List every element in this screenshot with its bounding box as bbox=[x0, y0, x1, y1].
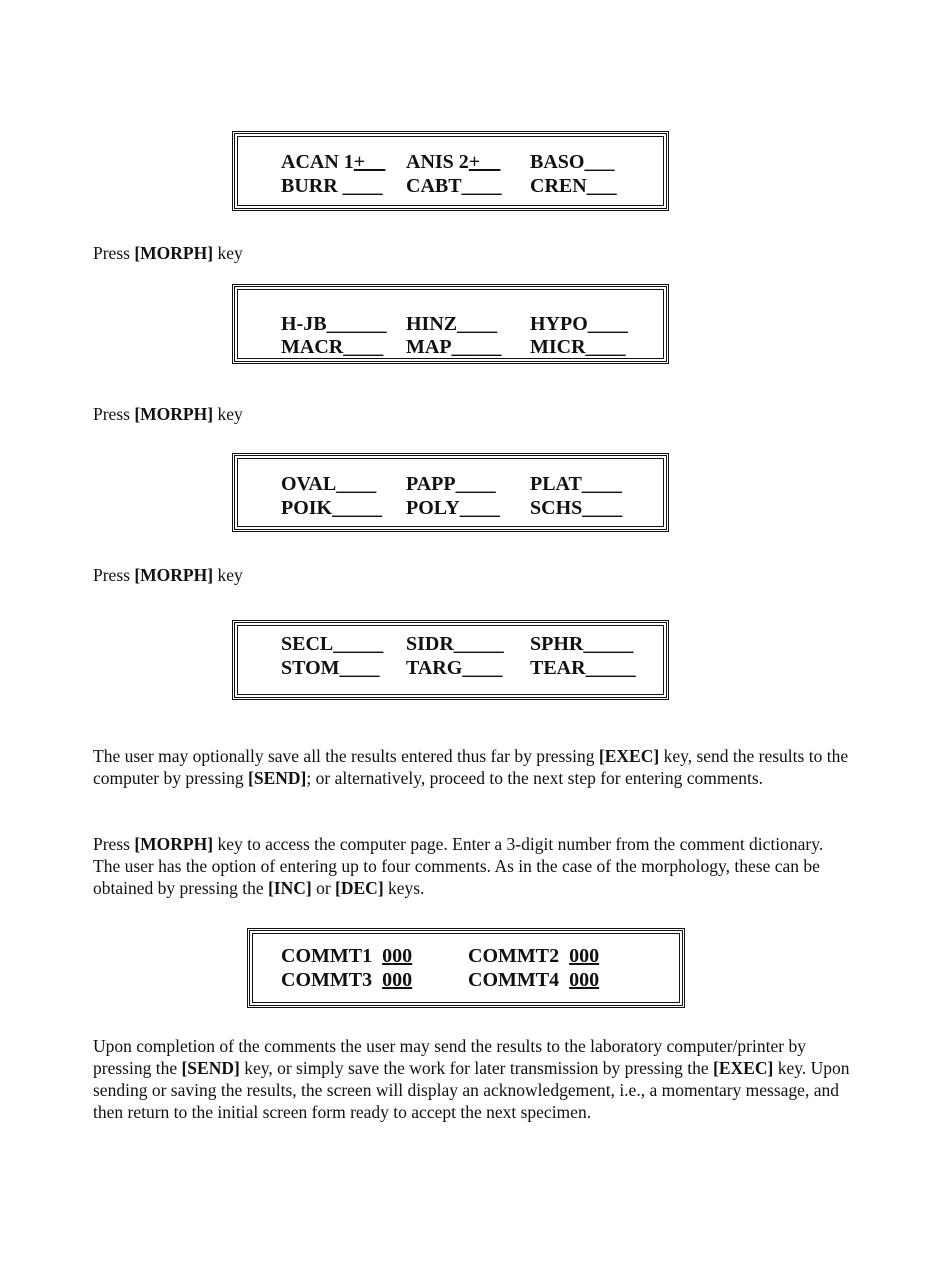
field-targ: TARG____ bbox=[406, 657, 503, 679]
field-hypo: HYPO____ bbox=[530, 313, 628, 335]
field-plat: PLAT____ bbox=[530, 473, 622, 495]
field-sidr: SIDR_____ bbox=[406, 633, 504, 655]
field-poly: POLY____ bbox=[406, 497, 500, 519]
field-hinz: HINZ____ bbox=[406, 313, 498, 335]
field-burr: BURR ____ bbox=[281, 175, 383, 197]
field-commt3: COMMT3 000 bbox=[281, 969, 413, 991]
save-send-paragraph: The user may optionally save all the results entered thus far by pressing [EXEC] key, send the results to the computer by pressing [SEND]; or alternatively, proceed to the next step for entering comments. bbox=[93, 746, 849, 788]
field-baso: BASO___ bbox=[530, 151, 615, 173]
press-morph-instruction-3: Press [MORPH] key bbox=[93, 565, 243, 585]
field-secl: SECL_____ bbox=[281, 633, 384, 655]
field-anis: ANIS 2+__ bbox=[406, 151, 501, 173]
field-cren: CREN___ bbox=[530, 175, 617, 197]
field-oval: OVAL____ bbox=[281, 473, 377, 495]
field-schs: SCHS____ bbox=[530, 497, 623, 519]
field-map: MAP_____ bbox=[406, 336, 502, 358]
field-cabt: CABT____ bbox=[406, 175, 502, 197]
morph-screen-1 bbox=[232, 131, 669, 211]
field-micr: MICR____ bbox=[530, 336, 626, 358]
field-tear: TEAR_____ bbox=[530, 657, 636, 679]
completion-paragraph: Upon completion of the comments the user may send the results to the laboratory computer/printer by pressing the [SEND] key, or simply save the work for later transmission by pressing the [EXEC] key. Upon sending or saving the results, the screen will display an acknowledgement, i.e., a momentary message, and then return to the initial screen form ready to accept the next specimen. bbox=[93, 1036, 850, 1122]
field-commt1: COMMT1 000 bbox=[281, 945, 413, 967]
field-macr: MACR____ bbox=[281, 336, 384, 358]
field-acan: ACAN 1+__ bbox=[281, 151, 386, 173]
field-commt4: COMMT4 000 bbox=[468, 969, 600, 991]
field-stom: STOM____ bbox=[281, 657, 380, 679]
comments-screen bbox=[247, 928, 685, 1008]
comment-entry-paragraph: Press [MORPH] key to access the computer page. Enter a 3-digit number from the comment dictionary. The user has the option of entering up to four comments. As in the case of the morphology, these can be obtained by pressing the [INC] or [DEC] keys. bbox=[93, 834, 824, 898]
morph-screen-4 bbox=[232, 620, 669, 700]
field-papp: PAPP____ bbox=[406, 473, 496, 495]
morph-screen-2 bbox=[232, 284, 669, 364]
field-hjb: H-JB______ bbox=[281, 313, 387, 335]
morph-screen-3 bbox=[232, 453, 669, 532]
press-morph-instruction-2: Press [MORPH] key bbox=[93, 404, 243, 424]
field-poik: POIK_____ bbox=[281, 497, 383, 519]
field-commt2: COMMT2 000 bbox=[468, 945, 600, 967]
press-morph-instruction-1: Press [MORPH] key bbox=[93, 243, 243, 263]
field-sphr: SPHR_____ bbox=[530, 633, 634, 655]
